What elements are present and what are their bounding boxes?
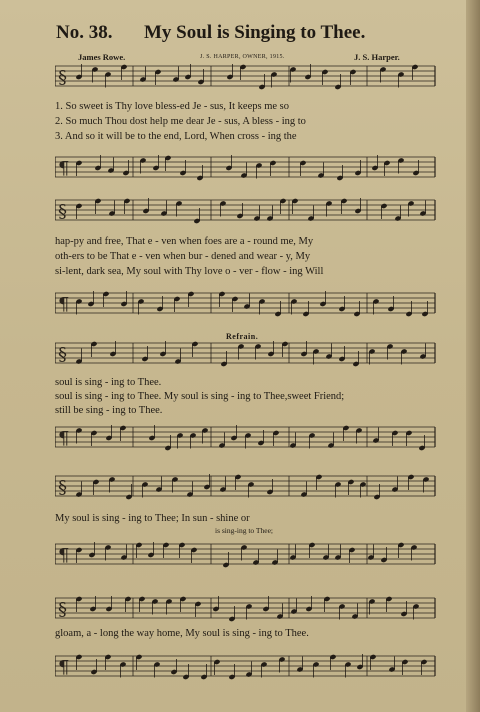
svg-text:¶: ¶ bbox=[58, 657, 70, 678]
staff-notation bbox=[55, 198, 437, 224]
bass-staff bbox=[55, 291, 437, 313]
staff-notation bbox=[55, 291, 437, 317]
bass-staff bbox=[55, 542, 437, 564]
lyric-line: 3. And so it will be to the end, Lord, When cross - ing the bbox=[55, 131, 297, 142]
copyright-credit: J. S. HARPER, OWNER, 1915. bbox=[200, 54, 285, 60]
bass-staff bbox=[55, 654, 437, 676]
composer-credit: J. S. Harper. bbox=[354, 52, 400, 62]
staff-notation bbox=[55, 341, 437, 367]
svg-text:§: § bbox=[58, 599, 67, 620]
hymn-title: My Soul is Singing to Thee. bbox=[144, 22, 366, 43]
svg-text:§: § bbox=[58, 344, 67, 365]
treble-staff bbox=[55, 64, 437, 86]
page-edge bbox=[466, 0, 480, 712]
lyric-line: still be sing - ing to Thee. bbox=[55, 405, 163, 416]
staff-notation bbox=[55, 596, 437, 622]
staff-notation bbox=[55, 474, 437, 500]
svg-text:§: § bbox=[58, 477, 67, 498]
lyric-line: 1. So sweet is Thy love bless-ed Je - sus, It keeps me so bbox=[55, 101, 289, 112]
bass-staff bbox=[55, 155, 437, 177]
treble-staff bbox=[55, 341, 437, 363]
lyric-line: soul is sing - ing to Thee. My soul is sing - ing to Thee,sweet Friend; bbox=[55, 391, 345, 402]
lyric-line: hap-py and free, That e - ven when foes are a - round me, My bbox=[55, 236, 314, 247]
staff-notation bbox=[55, 64, 437, 90]
lyric-line: soul is sing - ing to Thee. bbox=[55, 377, 162, 388]
treble-staff bbox=[55, 596, 437, 618]
bass-staff bbox=[55, 425, 437, 447]
svg-text:§: § bbox=[58, 201, 67, 222]
lyric-line: My soul is sing - ing to Thee; In sun - shine or bbox=[55, 513, 250, 524]
staff-notation bbox=[55, 155, 437, 181]
lyric-line: oth-ers to be That e - ven when bur - dened and wear - y, My bbox=[55, 251, 311, 262]
lyric-line: gloam, a - long the way home, My soul is sing - ing to Thee. bbox=[55, 628, 309, 639]
svg-text:¶: ¶ bbox=[58, 158, 70, 179]
lyric-line: si-lent, dark sea, My soul with Thy love o - ver - flow - ing Will bbox=[55, 266, 324, 277]
svg-text:¶: ¶ bbox=[58, 545, 70, 566]
svg-text:¶: ¶ bbox=[58, 294, 70, 315]
treble-staff bbox=[55, 474, 437, 496]
svg-text:¶: ¶ bbox=[58, 428, 70, 449]
hymn-number: No. 38. bbox=[56, 22, 113, 43]
refrain-label: Refrain. bbox=[226, 332, 259, 341]
staff-notation bbox=[55, 542, 437, 568]
staff-notation bbox=[55, 654, 437, 680]
lyricist-credit: James Rowe. bbox=[78, 52, 126, 62]
lyric-line: 2. So much Thou dost help me dear Je - sus, A bless - ing to bbox=[55, 116, 306, 127]
svg-text:§: § bbox=[58, 67, 67, 88]
small-lyric-line: is sing-ing to Thee; bbox=[215, 526, 273, 535]
staff-notation bbox=[55, 425, 437, 451]
treble-staff bbox=[55, 198, 437, 220]
